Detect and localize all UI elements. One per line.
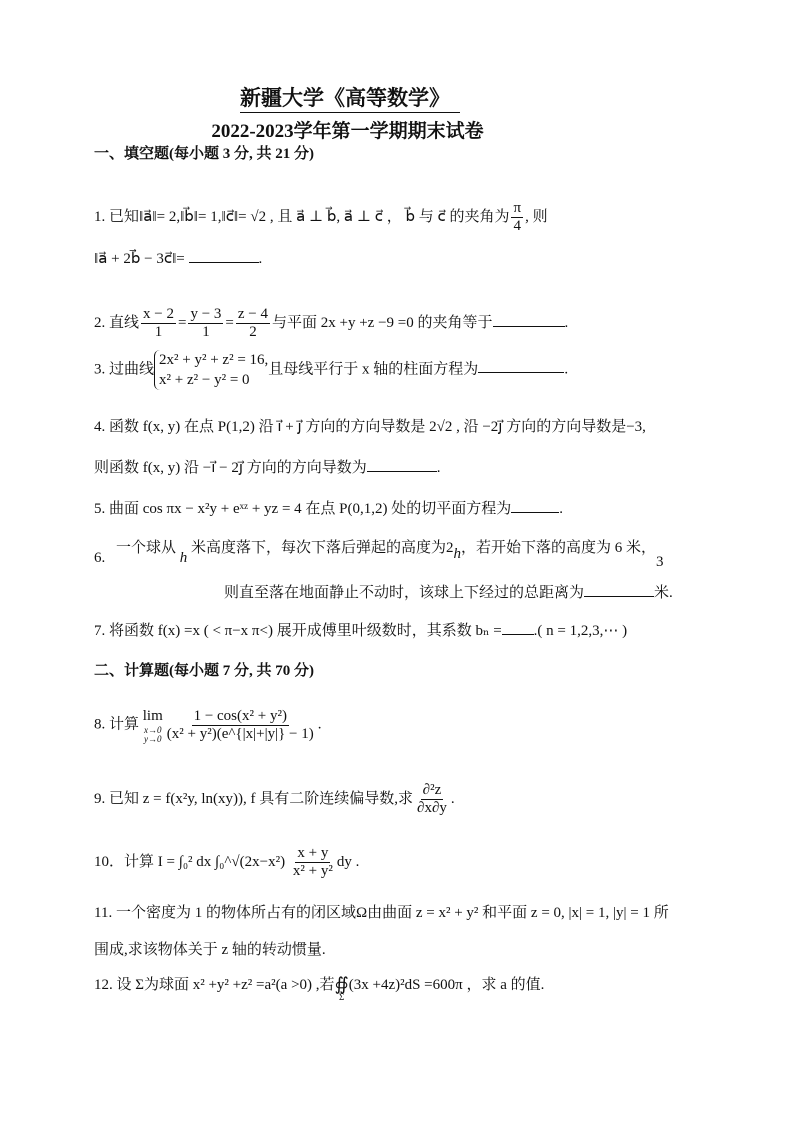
q12-text: 12. 设 Σ为球面 x² +y² +z² =a²(a >0) ,若: [94, 977, 335, 993]
q10-text-2: dy .: [336, 853, 360, 870]
period: .: [450, 790, 455, 807]
answer-blank[interactable]: [367, 457, 437, 472]
fraction-denominator: 3: [656, 554, 664, 570]
q6-text-4: 则直至落在地面静止不动时，该球上下经过的总距离为: [224, 585, 585, 601]
fraction: [188, 306, 223, 341]
q1-text: 1. 已知‖a⃗‖= 2,‖b⃗‖= 1,‖c⃗‖= √2 , 且 a⃗ ⊥ b⃗, a⃗ ⊥ c⃗ ， b⃗ 与 c⃗ 的夹角为: [94, 208, 510, 225]
answer-blank[interactable]: [502, 620, 534, 635]
answer-blank[interactable]: [493, 312, 565, 327]
question-9: [94, 782, 455, 817]
numerator: 1 − cos(x² + y²): [193, 707, 287, 724]
numerator: x + y: [297, 845, 329, 861]
answer-blank[interactable]: [584, 582, 654, 597]
fraction: [415, 782, 449, 817]
answer-blank[interactable]: [189, 248, 259, 263]
q2-text-2: 与平面 2x +y +z −9 =0 的夹角等于: [272, 314, 493, 331]
lim-label: lim: [142, 708, 163, 724]
question-1: [94, 200, 548, 235]
q9-text: 9. 已知 z = f(x²y, ln(xy)), f 具有二阶连续偏导数,求: [94, 790, 414, 807]
question-6: [116, 538, 664, 570]
question-6-number: 6.: [94, 550, 106, 566]
q3-text-2: 且母线平行于 x 轴的柱面方程为: [268, 361, 479, 378]
exam-subtitle: 2022-2023学年第一学期期末试卷: [211, 121, 484, 142]
fraction: [291, 845, 335, 880]
q7-text: 7. 将函数 f(x) =x ( < π−x π<) 展开成傅里叶级数时，其系数 bₙ =: [94, 623, 502, 639]
fraction: [141, 306, 176, 341]
surface-integral: [335, 975, 349, 1002]
fraction: [165, 708, 316, 743]
q6-text-3: ，若开始下落的高度为 6 米，: [461, 540, 657, 556]
denominator: (x² + y²)(e^{|x|+|y|} − 1): [166, 725, 314, 742]
question-12: [94, 975, 544, 1002]
denominator: 4: [513, 218, 522, 234]
answer-blank[interactable]: [511, 498, 559, 513]
numerator: π: [513, 200, 522, 216]
question-4: 4. 函数 f(x, y) 在点 P(1,2) 沿 i⃗ + j⃗ 方向的方向导数是 2√2 , 沿 −2j⃗ 方向的方向导数是−3,: [94, 419, 646, 435]
variable-h: h: [453, 546, 462, 562]
q10-text: 10．计算 I = ∫₀² dx ∫₀^√(2x−x²): [94, 853, 286, 870]
question-11: 11. 一个密度为 1 的物体所占有的闭区域Ω由曲面 z = x² + y² 和平面 z = 0, |x| = 1, |y| = 1 所: [94, 905, 669, 921]
section-2-heading: 二、计算题(每小题 7 分, 共 70 分): [94, 663, 314, 679]
q5-text: 5. 曲面 cos πx − x²y + eˣᶻ + yz = 4 在点 P(0,1,2) 处的切平面方程为: [94, 501, 512, 517]
variable-h: h: [179, 550, 188, 566]
limit: [143, 706, 163, 744]
question-11-line-2: 围成,求该物体关于 z 轴的转动惯量.: [94, 942, 326, 958]
denominator: x² + y²: [292, 863, 333, 879]
denominator: 1: [202, 324, 210, 340]
numerator: z − 4: [237, 306, 269, 322]
q7-text-2: .( n = 1,2,3,⋯ ): [533, 623, 628, 639]
integral-sign: ∯: [334, 974, 349, 994]
period: .: [317, 716, 322, 733]
numerator: x − 2: [143, 306, 174, 322]
integral-domain: Σ: [339, 992, 345, 1002]
question-7: [94, 620, 627, 641]
section-1-heading: 一、填空题(每小题 3 分, 共 21 分): [94, 146, 314, 162]
numerator: ∂²z: [422, 782, 442, 798]
question-8: [94, 706, 322, 744]
numerator: y − 3: [190, 306, 222, 322]
answer-blank[interactable]: [478, 358, 564, 373]
limit-condition: y→0: [144, 734, 162, 744]
equation-system: [154, 350, 268, 390]
equation-2: x² + z² − y² = 0: [159, 372, 250, 388]
denominator: ∂x∂y: [417, 800, 447, 816]
q3-text: 3. 过曲线: [94, 361, 155, 378]
period: .: [436, 460, 441, 476]
q12-text-2: (3x +4z)²dS =600π ，求 a 的值.: [348, 977, 545, 993]
question-3: [94, 350, 568, 390]
question-2: 2. 直线 $\frac{x - 2}{1}$ = $\frac{y - 3}{1}$ = $\frac{z - 4}{2}$ 与平面 2x +y +z −9 =0 的夹角等于 .: [94, 306, 569, 340]
period: .: [564, 361, 569, 378]
question-5: [94, 498, 563, 519]
q1-expression: ‖a⃗ + 2b⃗ − 3c⃗‖=: [94, 251, 185, 267]
exam-title: [0, 82, 700, 112]
denominator: 2: [249, 324, 257, 340]
q8-text: 8. 计算: [94, 716, 140, 733]
unit: 米.: [654, 585, 673, 601]
question-6-line-2: [224, 582, 673, 603]
equation-1: 2x² + y² + z² = 16,: [159, 352, 269, 368]
period: .: [559, 501, 563, 517]
q2-text: 2. 直线: [94, 314, 140, 331]
denominator: 1: [154, 324, 163, 340]
fraction-numerator: 2: [446, 540, 454, 556]
limit-condition: x→0: [144, 725, 162, 735]
period: .: [564, 314, 569, 331]
title-text: 新疆大学《高等数学》: [240, 86, 460, 113]
period: .: [258, 251, 263, 267]
question-4-line-2: [94, 457, 441, 478]
q6-text-2: 米高度落下，每次下落后弹起的高度为: [191, 540, 447, 556]
q6-text: 一个球从: [116, 540, 177, 556]
fraction: [236, 306, 270, 341]
question-10: [94, 845, 359, 880]
q4-text: 则函数 f(x, y) 沿 −i⃗ − 2j⃗ 方向的方向导数为: [94, 460, 367, 476]
q1-fraction: [511, 200, 523, 235]
question-1-line-2: [94, 248, 262, 269]
q1-text-end: , 则: [525, 208, 548, 225]
